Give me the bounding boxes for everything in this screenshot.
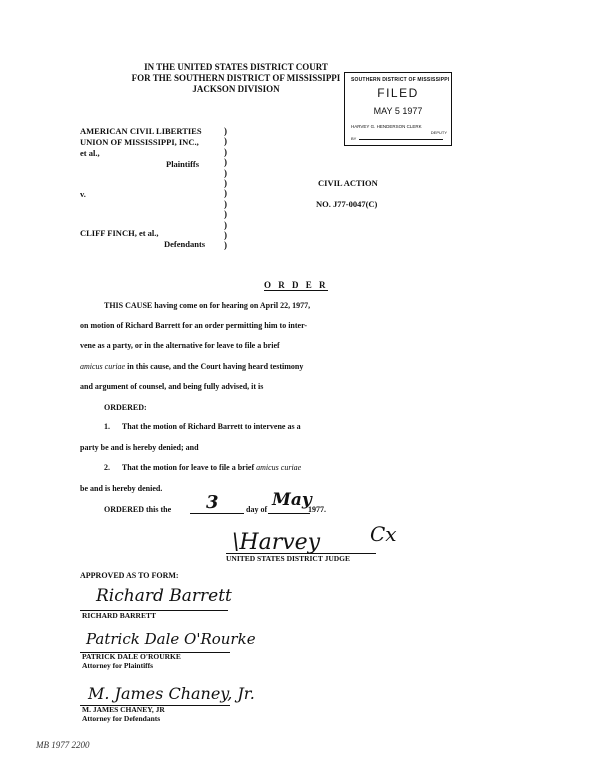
orourke-name: PATRICK DALE O'ROURKE xyxy=(82,652,181,661)
court-division: JACKSON DIVISION xyxy=(192,84,280,94)
day-of-label: day of xyxy=(246,505,268,514)
versus: v. xyxy=(80,189,86,199)
month-handwritten: May xyxy=(272,490,312,510)
defendants-label: Defendants xyxy=(164,239,206,249)
order-item-1: 1. That the motion of Richard Barrett to intervene as a xyxy=(104,422,301,431)
stamp-deputy: DEPUTY xyxy=(430,130,447,135)
judge-signature: \Harvey xyxy=(232,530,321,555)
stamp-filed: FILED xyxy=(377,86,419,100)
order-line-4: amicus curiae in this cause, and the Court having heard testimony xyxy=(80,362,304,371)
approved-heading: APPROVED AS TO FORM: xyxy=(80,571,179,580)
order-line-2: on motion of Richard Barrett for an order permitting him to inter- xyxy=(80,321,308,330)
month-blank-line xyxy=(268,513,310,514)
order-item-1-cont: party be and is hereby denied; and xyxy=(80,443,199,452)
plaintiffs-label: Plaintiffs xyxy=(166,159,200,169)
order-line-5: and argument of counsel, and being fully advised, it is xyxy=(80,382,264,391)
order-line-1: THIS CAUSE having come on for hearing on April 22, 1977, xyxy=(104,301,311,310)
chaney-signature: M. James Chaney, Jr. xyxy=(88,684,255,703)
defendant-name: CLIFF FINCH, et al., xyxy=(80,228,159,238)
plaintiff-name-2: UNION OF MISSISSIPPI, INC., xyxy=(80,137,199,147)
stamp-by: BY xyxy=(351,136,357,141)
stamp-clerk: HARVEY G. HENDERSON CLERK xyxy=(351,124,422,129)
order-title: O R D E R xyxy=(263,280,328,290)
chaney-role: Attorney for Defendants xyxy=(82,714,161,723)
judge-initials: Cx xyxy=(370,522,397,546)
case-number: NO. J77-0047(C) xyxy=(316,199,378,209)
plaintiffs-block xyxy=(80,126,202,159)
chaney-name: M. JAMES CHANEY, JR xyxy=(82,705,165,714)
order-item-2: 2. That the motion for leave to file a brief amicus curiae xyxy=(104,463,302,472)
order-item-2-cont: be and is hereby denied. xyxy=(80,484,163,493)
court-district: FOR THE SOUTHERN DISTRICT OF MISSISSIPPI xyxy=(131,73,341,83)
order-line-3: vene as a party, or in the alternative for leave to file a brief xyxy=(80,341,280,350)
barrett-name: RICHARD BARRETT xyxy=(82,611,156,620)
orourke-role: Attorney for Plaintiffs xyxy=(82,661,154,670)
barrett-signature: Richard Barrett xyxy=(96,586,232,606)
plaintiff-name-1: AMERICAN CIVIL LIBERTIES xyxy=(80,126,202,136)
stamp-district: SOUTHERN DISTRICT OF MISSISSIPPI xyxy=(351,77,450,83)
orourke-signature: Patrick Dale O'Rourke xyxy=(86,630,256,648)
judge-title: UNITED STATES DISTRICT JUDGE xyxy=(226,554,350,563)
ordered-label: ORDERED: xyxy=(104,403,147,412)
year: 1977. xyxy=(308,505,326,514)
civil-action-label: CIVIL ACTION xyxy=(318,178,378,188)
plaintiff-name-3: et al., xyxy=(80,148,100,158)
ordered-this-label: ORDERED this the xyxy=(104,505,172,514)
caption-parentheses: ) ) ) ) ) ) ) ) ) ) ) ) xyxy=(224,126,227,251)
court-name: IN THE UNITED STATES DISTRICT COURT xyxy=(144,62,328,72)
footer-note: MB 1977 2200 xyxy=(36,740,90,750)
court-header xyxy=(0,62,592,95)
stamp-date: MAY 5 1977 xyxy=(373,106,423,116)
stamp-signature-line xyxy=(359,139,443,140)
day-blank-line xyxy=(190,513,244,514)
day-number: 3 xyxy=(206,492,219,513)
filed-stamp xyxy=(344,72,452,146)
